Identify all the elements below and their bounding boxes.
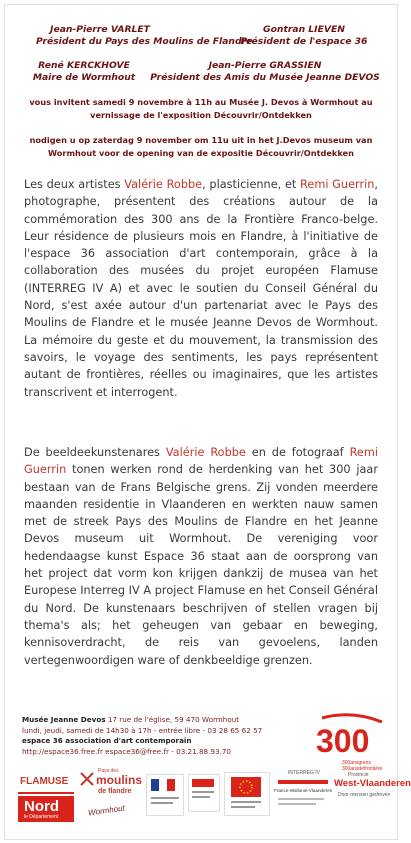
- europe-logo: [224, 772, 270, 816]
- logo-300-line1: 300ansgrens: [342, 760, 371, 766]
- moulins-subtext: de flandre: [98, 788, 132, 795]
- interreg-text: INTERREG IV: [288, 770, 320, 776]
- republique-logo: [146, 774, 184, 816]
- artist-name: Valérie Robbe: [124, 178, 203, 191]
- host-name: Gontran LIEVEN: [263, 24, 345, 35]
- partner-logos: [18, 768, 411, 824]
- text-run: De beeldeekunstenares: [24, 446, 166, 459]
- contact-web[interactable]: http://espace36.free.fr espace36@free.fr - 03.21.88.93.70: [22, 746, 231, 756]
- flamuse-text: FLAMUSE: [20, 776, 69, 787]
- ministere-logo: [188, 774, 220, 812]
- host-name: Jean-Pierre VARLET: [50, 24, 150, 35]
- host-grassien: [150, 60, 380, 84]
- museum-name: Musée Jeanne Devos: [22, 715, 106, 724]
- logo-300-number: 300: [316, 723, 370, 759]
- text-run: , photographe, présentent des créations autour de la commémoration des 300 ans de la Frontière Franco-belge. Leur résidence de plusieurs mois en Flandre, à l'initiative de l'espace 36 association d'art contemporain, grâce à la collaboration des musées du projet européen Flamuse (INTERREG IV A) et avec le soutien du Conseil Général du Nord, s'est axée autour d'un partenariat avec le Pays des Moulins de Flandre et le musée Jeanne Devos de Wormhout. La mémoire du geste et du mouvement, la transmission des savoirs, le voyage des sentiments, les pays représentent autant de frontières, réelles ou imaginaires, que les artistes transcrivent et interrogent.: [24, 178, 379, 399]
- host-kerckhove: [28, 60, 140, 84]
- logo-300-graphic: [312, 712, 390, 774]
- moulins-text: moulins: [96, 773, 143, 787]
- text-run: , plasticienne, et: [202, 178, 301, 191]
- host-role: Maire de Wormhout: [32, 72, 136, 83]
- invitation-dutch: nodigen u op zaterdag 9 november om 11u uit in het J.Devos museum van Wormhout voor de opening van de expositie Découvrir/Ontdekken: [29, 135, 373, 158]
- flamuse-logo: [18, 772, 74, 794]
- artist-name: Remi Guerrin: [24, 446, 378, 477]
- host-role: Président de l'espace 36: [240, 36, 368, 47]
- invitation-french: vous invitent samedi 9 novembre à 11h au Musée J. Devos à Wormhout au vernissage de l'exposition Découvrir/Ontdekken: [29, 97, 373, 120]
- eu-stars-icon: [231, 777, 261, 797]
- eu-flag-icon: [231, 777, 261, 797]
- wv-text: West-Vlaanderen: [334, 778, 411, 789]
- wv-pretext: Provincie: [348, 772, 369, 778]
- text-run: tonen werken rond de herdenking van het 300 jaar bestaan van de Frans Belgische grens. Zij vonden meerdere maanden residentie in Vlaanderen en werkten nauw samen met de streek Pays des Moulins de Flandre en het Jeanne Devos museum uit Wormhout. De vereniging voor hedendaagse kunst Espace 36 staat aan de oorsprong van het project dat vorm kon krijgen dankzij de musea van het Europese Interreg IV A project Flamuse en het Conseil Général du Nord. De kunstenaars beschrijven of stellen vragen bij thema's als; het geheugen van gebaar en beweging, kennisoverdracht, de reis van gevoelens, landen vertegenwoordigen ware of denkbeeldige grenzen.: [24, 463, 378, 667]
- west-vlaanderen-logo: [334, 772, 411, 816]
- text-run: en de fotograaf: [245, 446, 350, 459]
- paragraph-french: [24, 176, 378, 401]
- host-role: Président du Pays des Moulins de Flandre: [36, 36, 253, 47]
- paragraph-dutch: [24, 444, 378, 669]
- artist-name: Valérie Robbe: [165, 446, 246, 459]
- interreg-logo: [274, 770, 333, 816]
- museum-address: 17 rue de l'église, 59 470 Wormhout: [105, 715, 240, 724]
- association-name: espace 36 association d'art contemporain: [22, 736, 192, 745]
- windmill-icon: [80, 772, 94, 786]
- wv-subtext: Door mensen gedreven: [338, 792, 391, 798]
- host-role: Président des Amis du Musée Jeanne DEVOS: [150, 72, 380, 83]
- host-name: Jean-Pierre GRASSIEN: [208, 60, 322, 71]
- nord-text: Nord: [24, 798, 59, 815]
- footer-info: [22, 715, 302, 757]
- moulins-pretext: Pays des: [98, 768, 119, 774]
- interreg-subtext: France-Wallonie-Vlaanderen: [274, 788, 333, 793]
- logo-300-years: [312, 712, 390, 774]
- moulins-logo: [80, 768, 143, 802]
- text-run: Les deux artistes: [24, 178, 125, 191]
- wormhout-logo: [88, 802, 134, 822]
- host-lieven: [236, 24, 372, 48]
- wormhout-text: Wormhout: [87, 803, 126, 818]
- opening-hours: lundi, jeudi, samedi de 14h30 à 17h - entrée libre - 03 28 65 62 57: [22, 725, 263, 735]
- nord-logo: [18, 796, 74, 822]
- host-name: René KERCKHOVE: [38, 60, 130, 71]
- logo-300-line2: 300ansdefrontière: [342, 766, 383, 772]
- artist-name: Remi Guerrin: [300, 178, 375, 191]
- nord-subtext: le Département: [24, 814, 59, 820]
- host-varlet: [30, 24, 253, 48]
